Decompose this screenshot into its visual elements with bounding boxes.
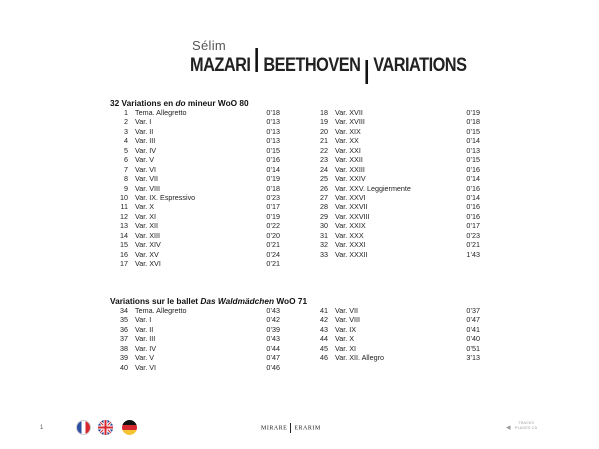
work-title: 32 Variations en do mineur WoO 80 (110, 98, 249, 108)
track-duration: 0’13 (266, 117, 280, 127)
track-title: Var. VI (135, 164, 157, 174)
track-duration: 0’17 (466, 221, 480, 231)
track-number: 28 (320, 202, 328, 212)
track-title: Var. XVII (335, 108, 363, 117)
track-duration: 0’16 (466, 183, 480, 193)
track-duration: 0’15 (266, 145, 280, 155)
track-number: 13 (120, 221, 128, 231)
track-duration: 0’13 (266, 136, 280, 146)
track-column (310, 306, 480, 363)
track-title: Var. XXXII (335, 249, 368, 259)
track-row (310, 353, 480, 362)
track-title: Var. XI (135, 211, 157, 221)
track-number: 14 (120, 230, 128, 240)
fr-flag-icon[interactable] (76, 420, 91, 435)
track-duration: 0’24 (266, 249, 280, 259)
track-title: Var. XXIII (335, 164, 365, 174)
track-duration: 0’40 (466, 334, 480, 344)
track-duration: 0’43 (266, 334, 280, 344)
track-number: 17 (120, 259, 128, 268)
track-number: 7 (124, 164, 128, 174)
track-row (110, 193, 280, 202)
composer-name: BEETHOVEN (263, 55, 361, 76)
track-title: Var. I (135, 315, 152, 325)
track-row (310, 240, 480, 249)
track-row (310, 174, 480, 183)
track-title: Var. XVIII (335, 117, 365, 127)
track-number: 46 (320, 353, 328, 363)
track-duration: 0’14 (266, 164, 280, 174)
track-row (110, 240, 280, 249)
track-title: Var. XV (135, 249, 159, 259)
track-title: Var. XXI (335, 145, 361, 155)
work-title: Variations sur le ballet Das Waldmädchen WoO 71 (110, 296, 308, 306)
track-duration: 0’22 (266, 221, 280, 231)
track-row (110, 306, 280, 315)
track-duration: 0’46 (266, 362, 280, 372)
track-title: Tema. Allegretto (135, 306, 187, 315)
track-duration: 0’15 (466, 155, 480, 165)
track-row (310, 165, 480, 174)
track-duration: 0’20 (266, 230, 280, 240)
track-row (110, 250, 280, 259)
track-duration: 0’42 (266, 315, 280, 325)
track-number: 43 (320, 324, 328, 334)
track-number: 2 (124, 117, 128, 127)
track-row (310, 325, 480, 334)
track-title: Var. VIII (335, 315, 361, 325)
track-number: 1 (124, 108, 128, 117)
track-title: Var. XXIV (335, 174, 366, 184)
track-row (310, 193, 480, 202)
track-duration: 0’18 (266, 108, 280, 117)
track-title: Var. XXVII (335, 202, 368, 212)
tracks-back-arrow-icon[interactable]: ◂ (506, 422, 511, 432)
work-section (110, 98, 490, 278)
track-row (110, 325, 280, 334)
track-title: Var. II (135, 126, 154, 136)
track-title: Var. V (135, 155, 155, 165)
track-title: Var. XXIX (335, 221, 366, 231)
track-duration: 0’16 (266, 155, 280, 165)
track-number: 23 (320, 155, 328, 165)
label-logo: MIRARE ERARIM (261, 423, 321, 433)
track-row (310, 344, 480, 353)
track-duration: 0’21 (266, 240, 280, 250)
track-title: Var. X (135, 202, 155, 212)
track-duration: 0’43 (266, 306, 280, 315)
album-title-row (190, 55, 466, 84)
track-title: Var. XIX (335, 126, 361, 136)
track-row (310, 136, 480, 145)
track-row (110, 315, 280, 324)
track-duration: 0’47 (266, 353, 280, 363)
track-number: 38 (120, 343, 128, 353)
track-number: 4 (124, 136, 128, 146)
track-number: 21 (320, 136, 328, 146)
track-row (310, 184, 480, 193)
track-duration: 0’16 (466, 202, 480, 212)
track-row (110, 174, 280, 183)
track-number: 6 (124, 155, 128, 165)
track-number: 31 (320, 230, 328, 240)
track-row (110, 155, 280, 164)
track-number: 19 (320, 117, 328, 127)
track-duration: 0’13 (466, 145, 480, 155)
track-title: Var. IV (135, 343, 157, 353)
track-duration: 0’21 (466, 240, 480, 250)
track-number: 10 (120, 192, 128, 202)
track-duration: 0’37 (466, 306, 480, 315)
track-number: 41 (320, 306, 328, 315)
track-number: 45 (320, 343, 328, 353)
track-number: 36 (120, 324, 128, 334)
track-duration: 0’21 (266, 259, 280, 268)
track-title: Var. VII (335, 306, 359, 315)
track-duration: 0’18 (266, 183, 280, 193)
track-duration: 0’47 (466, 315, 480, 325)
track-row (310, 108, 480, 117)
track-row (310, 117, 480, 126)
track-number: 22 (320, 145, 328, 155)
track-title: Var. VI (135, 362, 157, 372)
track-row (110, 146, 280, 155)
track-number: 30 (320, 221, 328, 231)
track-duration: 0’13 (266, 126, 280, 136)
track-title: Tema. Allegretto (135, 108, 187, 117)
track-duration: 0’23 (266, 192, 280, 202)
track-title: Var. II (135, 324, 154, 334)
track-row (110, 165, 280, 174)
track-row (110, 231, 280, 240)
track-title: Var. XXVIII (335, 211, 370, 221)
album-title: VARIATIONS (373, 55, 467, 76)
track-duration: 0’41 (466, 324, 480, 334)
track-row (110, 127, 280, 136)
track-title: Var. XII (135, 221, 159, 231)
track-row (310, 212, 480, 221)
track-number: 27 (320, 192, 328, 202)
track-number: 26 (320, 183, 328, 193)
track-title: Var. IV (135, 145, 157, 155)
track-duration: 0’19 (466, 108, 480, 117)
track-duration: 0’14 (466, 136, 480, 146)
track-title: Var. XX (335, 136, 359, 146)
track-row (110, 184, 280, 193)
track-row (110, 344, 280, 353)
track-number: 11 (120, 202, 128, 212)
track-duration: 0’14 (466, 174, 480, 184)
track-title: Var. IX. Espressivo (135, 192, 196, 202)
track-row (110, 212, 280, 221)
track-number: 34 (120, 306, 128, 315)
track-title: Var. I (135, 117, 152, 127)
track-number: 29 (320, 211, 328, 221)
track-title: Var. X (335, 334, 355, 344)
track-title: Var. VIII (135, 183, 161, 193)
track-row (310, 334, 480, 343)
track-row (110, 363, 280, 372)
track-row (110, 221, 280, 230)
track-row (310, 231, 480, 240)
track-number: 37 (120, 334, 128, 344)
track-duration: 0’15 (466, 126, 480, 136)
track-title: Var. XIV (135, 240, 161, 250)
track-title: Var. XXV. Leggiermente (335, 183, 411, 193)
track-column (110, 108, 280, 268)
track-row (310, 315, 480, 324)
track-number: 18 (320, 108, 328, 117)
track-duration: 0’16 (466, 211, 480, 221)
track-row (110, 136, 280, 145)
track-title: Var. III (135, 334, 156, 344)
track-number: 40 (120, 362, 128, 372)
track-number: 44 (320, 334, 328, 344)
track-title: Var. V (135, 353, 155, 363)
work-section (110, 296, 490, 376)
track-title: Var. XII. Allegro (335, 353, 385, 363)
track-duration: 0’19 (266, 174, 280, 184)
de-flag-icon[interactable] (122, 420, 137, 435)
track-number: 3 (124, 126, 128, 136)
track-row (310, 146, 480, 155)
track-number: 9 (124, 183, 128, 193)
track-row (110, 353, 280, 362)
track-row (310, 155, 480, 164)
uk-flag-icon[interactable] (98, 420, 113, 435)
track-title: Var. XVI (135, 259, 161, 268)
title-divider (256, 48, 259, 72)
track-duration: 0’44 (266, 343, 280, 353)
track-duration: 0’14 (466, 192, 480, 202)
track-title: Var. III (135, 136, 156, 146)
track-column (310, 108, 480, 259)
track-row (310, 306, 480, 315)
track-row (310, 202, 480, 211)
track-title: Var. XXX (335, 230, 364, 240)
track-number: 35 (120, 315, 128, 325)
track-title: Var. XXII (335, 155, 363, 165)
track-number: 20 (320, 126, 328, 136)
tracks-nav-link[interactable]: TRACKS PLAGES CD (515, 421, 538, 430)
track-row (310, 221, 480, 230)
track-number: 33 (320, 249, 328, 259)
track-row (110, 334, 280, 343)
track-duration: 1’43 (466, 249, 480, 259)
track-number: 5 (124, 145, 128, 155)
track-row (310, 127, 480, 136)
title-divider (366, 60, 369, 84)
track-number: 15 (120, 240, 128, 250)
track-column (110, 306, 280, 372)
track-duration: 0’23 (466, 230, 480, 240)
track-duration: 0’17 (266, 202, 280, 212)
track-title: Var. XXVI (335, 192, 366, 202)
track-title: Var. VII (135, 174, 159, 184)
track-row (110, 202, 280, 211)
track-number: 8 (124, 174, 128, 184)
track-number: 16 (120, 249, 128, 259)
track-title: Var. XIII (135, 230, 161, 240)
track-title: Var. XI (335, 343, 357, 353)
album-header (190, 38, 467, 84)
track-row (110, 259, 280, 268)
track-number: 42 (320, 315, 328, 325)
track-title: Var. IX (335, 324, 357, 334)
track-number: 12 (120, 211, 128, 221)
track-number: 32 (320, 240, 328, 250)
track-duration: 0’18 (466, 117, 480, 127)
track-number: 25 (320, 174, 328, 184)
track-row (110, 108, 280, 117)
track-duration: 3’13 (466, 353, 480, 363)
performer-first-name: Sélim (192, 38, 227, 53)
track-row (110, 117, 280, 126)
track-duration: 0’39 (266, 324, 280, 334)
page-number: 1 (40, 425, 44, 431)
track-number: 24 (320, 164, 328, 174)
track-duration: 0’19 (266, 211, 280, 221)
performer-last-name: MAZARI (190, 55, 251, 76)
track-duration: 0’51 (466, 343, 480, 353)
track-number: 39 (120, 353, 128, 363)
track-duration: 0’16 (466, 164, 480, 174)
track-title: Var. XXXI (335, 240, 366, 250)
track-row (310, 250, 480, 259)
